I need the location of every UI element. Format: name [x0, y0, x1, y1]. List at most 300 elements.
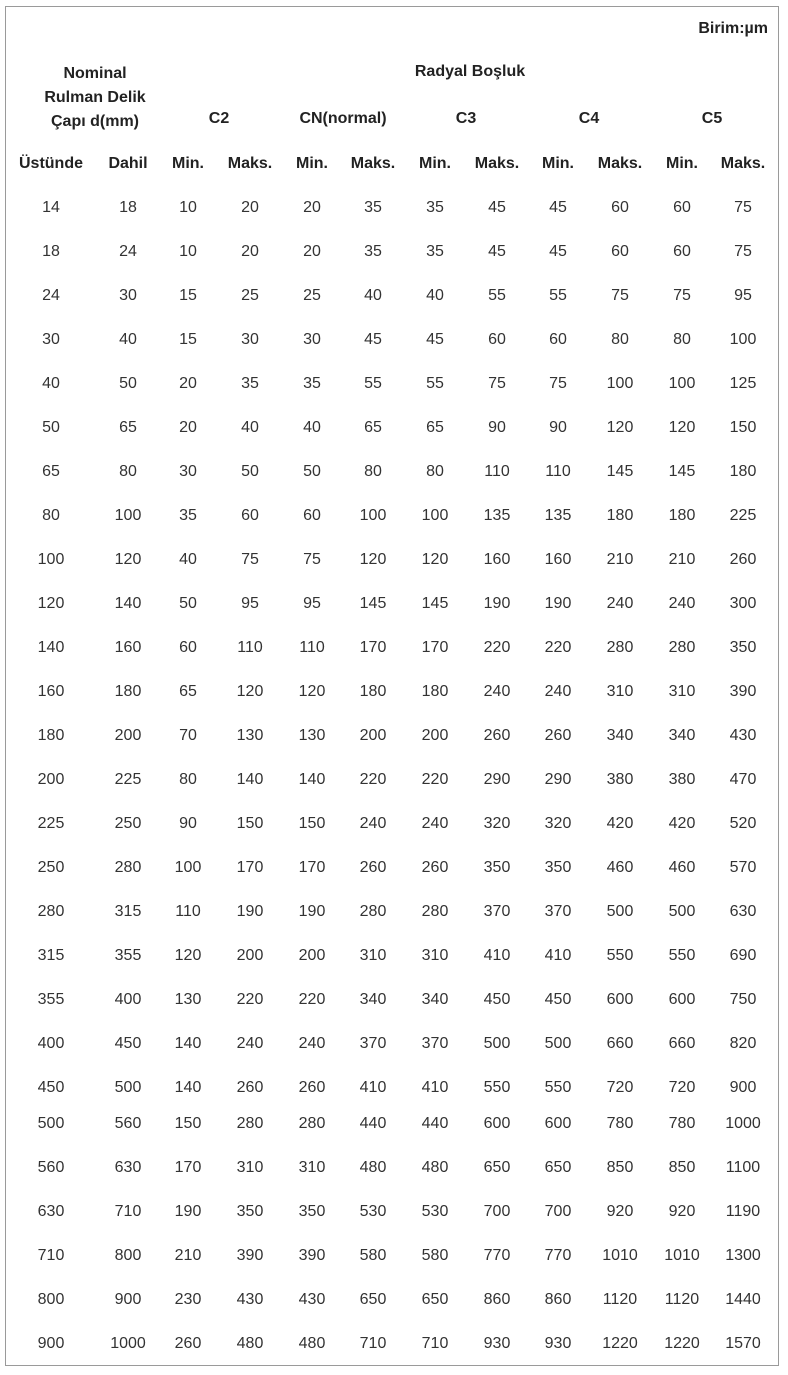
- table-cell: 430: [729, 727, 757, 744]
- column-header-10: Min.: [666, 155, 698, 172]
- table-cell: 660: [606, 1035, 634, 1052]
- column-header-11: Maks.: [720, 155, 766, 172]
- table-cell: 280: [37, 903, 65, 920]
- table-cell: 220: [421, 771, 449, 788]
- table-cell: 410: [544, 947, 572, 964]
- table-cell: 65: [42, 463, 60, 480]
- table-cell: 780: [668, 1115, 696, 1132]
- table-cell: 600: [606, 991, 634, 1008]
- table-cell: 120: [668, 419, 696, 436]
- table-cell: 560: [37, 1159, 65, 1176]
- table-cell: 370: [359, 1035, 387, 1052]
- table-cell: 630: [729, 903, 757, 920]
- table-cell: 80: [611, 331, 629, 348]
- table-cell: 650: [421, 1291, 449, 1308]
- table-cell: 480: [236, 1335, 264, 1352]
- table-cell: 280: [668, 639, 696, 656]
- table-cell: 200: [421, 727, 449, 744]
- table-cell: 170: [359, 639, 387, 656]
- table-cell: 355: [37, 991, 65, 1008]
- table-cell: 35: [303, 375, 321, 392]
- table-cell: 390: [729, 683, 757, 700]
- column-header-6: Min.: [419, 155, 451, 172]
- table-cell: 65: [119, 419, 137, 436]
- table-cell: 180: [114, 683, 142, 700]
- table-cell: 780: [606, 1115, 634, 1132]
- table-cell: 60: [241, 507, 259, 524]
- table-cell: 75: [303, 551, 321, 568]
- table-cell: 170: [236, 859, 264, 876]
- table-cell: 1000: [110, 1335, 146, 1352]
- table-cell: 280: [606, 639, 634, 656]
- table-cell: 860: [544, 1291, 572, 1308]
- table-cell: 900: [729, 1079, 757, 1096]
- table-cell: 35: [426, 243, 444, 260]
- table-cell: 100: [668, 375, 696, 392]
- table-cell: 710: [421, 1335, 449, 1352]
- table-cell: 500: [114, 1079, 142, 1096]
- table-cell: 40: [364, 287, 382, 304]
- table-cell: 225: [114, 771, 142, 788]
- table-cell: 310: [298, 1159, 326, 1176]
- table-cell: 420: [668, 815, 696, 832]
- unit-label: Birim:µm: [698, 20, 768, 37]
- table-cell: 20: [303, 199, 321, 216]
- table-cell: 225: [37, 815, 65, 832]
- table-cell: 55: [364, 375, 382, 392]
- table-cell: 75: [734, 199, 752, 216]
- table-cell: 250: [37, 859, 65, 876]
- table-cell: 100: [421, 507, 449, 524]
- table-cell: 110: [175, 903, 201, 920]
- table-cell: 130: [298, 727, 326, 744]
- group-header-c2: C2: [208, 110, 230, 127]
- table-cell: 550: [544, 1079, 572, 1096]
- table-cell: 40: [303, 419, 321, 436]
- table-cell: 170: [421, 639, 449, 656]
- table-cell: 660: [668, 1035, 696, 1052]
- table-cell: 10: [179, 199, 197, 216]
- table-cell: 260: [544, 727, 572, 744]
- table-cell: 260: [174, 1335, 202, 1352]
- table-cell: 430: [236, 1291, 264, 1308]
- table-cell: 310: [668, 683, 696, 700]
- table-cell: 75: [549, 375, 567, 392]
- table-cell: 450: [114, 1035, 142, 1052]
- table-cell: 160: [544, 551, 572, 568]
- table-cell: 315: [37, 947, 65, 964]
- table-cell: 60: [611, 243, 629, 260]
- table-cell: 400: [114, 991, 142, 1008]
- table-cell: 120: [114, 551, 142, 568]
- table-cell: 930: [544, 1335, 572, 1352]
- table-cell: 65: [364, 419, 382, 436]
- table-cell: 75: [673, 287, 691, 304]
- table-cell: 25: [241, 287, 259, 304]
- table-cell: 770: [483, 1247, 511, 1264]
- table-cell: 45: [549, 243, 567, 260]
- table-cell: 230: [174, 1291, 202, 1308]
- table-cell: 18: [119, 199, 137, 216]
- table-cell: 240: [359, 815, 387, 832]
- table-cell: 55: [488, 287, 506, 304]
- table-cell: 340: [421, 991, 449, 1008]
- table-cell: 90: [549, 419, 567, 436]
- table-cell: 370: [544, 903, 572, 920]
- table-cell: 24: [42, 287, 60, 304]
- table-cell: 120: [606, 419, 634, 436]
- table-cell: 130: [174, 991, 202, 1008]
- table-cell: 220: [483, 639, 511, 656]
- table-cell: 110: [484, 463, 510, 480]
- table-cell: 200: [359, 727, 387, 744]
- table-cell: 315: [114, 903, 142, 920]
- table-cell: 100: [174, 859, 202, 876]
- group-header-c5: C5: [701, 110, 723, 127]
- table-cell: 24: [119, 243, 137, 260]
- table-cell: 150: [236, 815, 264, 832]
- table-cell: 145: [359, 595, 387, 612]
- nominal-header-line-2: Rulman Delik: [44, 89, 146, 106]
- table-cell: 800: [37, 1291, 65, 1308]
- table-cell: 930: [483, 1335, 511, 1352]
- table-cell: 50: [42, 419, 60, 436]
- table-cell: 100: [359, 507, 387, 524]
- table-cell: 1220: [602, 1335, 638, 1352]
- table-cell: 120: [37, 595, 65, 612]
- table-cell: 40: [241, 419, 259, 436]
- table-cell: 80: [673, 331, 691, 348]
- table-cell: 200: [298, 947, 326, 964]
- table-cell: 160: [114, 639, 142, 656]
- table-cell: 180: [359, 683, 387, 700]
- table-cell: 600: [544, 1115, 572, 1132]
- table-cell: 130: [236, 727, 264, 744]
- table-cell: 320: [483, 815, 511, 832]
- table-cell: 180: [668, 507, 696, 524]
- table-cell: 630: [114, 1159, 142, 1176]
- table-cell: 530: [359, 1203, 387, 1220]
- table-cell: 200: [37, 771, 65, 788]
- table-cell: 40: [179, 551, 197, 568]
- table-cell: 145: [421, 595, 449, 612]
- table-cell: 20: [303, 243, 321, 260]
- table-cell: 90: [179, 815, 197, 832]
- table-cell: 750: [729, 991, 757, 1008]
- table-cell: 350: [729, 639, 757, 656]
- table-cell: 100: [114, 507, 142, 524]
- table-cell: 300: [729, 595, 757, 612]
- table-cell: 520: [729, 815, 757, 832]
- table-cell: 850: [606, 1159, 634, 1176]
- table-cell: 60: [673, 243, 691, 260]
- table-cell: 860: [483, 1291, 511, 1308]
- table-cell: 45: [364, 331, 382, 348]
- table-cell: 120: [421, 551, 449, 568]
- table-cell: 690: [729, 947, 757, 964]
- table-cell: 320: [544, 815, 572, 832]
- table-cell: 220: [544, 639, 572, 656]
- table-cell: 580: [359, 1247, 387, 1264]
- table-cell: 850: [668, 1159, 696, 1176]
- table-cell: 210: [606, 551, 634, 568]
- table-cell: 710: [37, 1247, 65, 1264]
- table-cell: 190: [544, 595, 572, 612]
- table-cell: 420: [606, 815, 634, 832]
- table-cell: 240: [606, 595, 634, 612]
- table-cell: 500: [544, 1035, 572, 1052]
- table-cell: 210: [668, 551, 696, 568]
- table-cell: 410: [421, 1079, 449, 1096]
- table-cell: 160: [37, 683, 65, 700]
- table-cell: 340: [606, 727, 634, 744]
- table-cell: 140: [174, 1035, 202, 1052]
- table-cell: 100: [729, 331, 757, 348]
- table-cell: 50: [119, 375, 137, 392]
- table-cell: 140: [114, 595, 142, 612]
- table-cell: 190: [298, 903, 326, 920]
- table-cell: 920: [606, 1203, 634, 1220]
- table-cell: 350: [298, 1203, 326, 1220]
- table-cell: 70: [179, 727, 197, 744]
- table-cell: 450: [483, 991, 511, 1008]
- table-cell: 200: [114, 727, 142, 744]
- table-cell: 190: [483, 595, 511, 612]
- column-header-2: Min.: [172, 155, 204, 172]
- table-cell: 95: [241, 595, 259, 612]
- table-cell: 20: [179, 419, 197, 436]
- table-cell: 145: [606, 463, 634, 480]
- table-cell: 80: [364, 463, 382, 480]
- table-cell: 140: [236, 771, 264, 788]
- table-cell: 190: [174, 1203, 202, 1220]
- table-cell: 120: [236, 683, 264, 700]
- table-cell: 410: [359, 1079, 387, 1096]
- table-cell: 600: [483, 1115, 511, 1132]
- table-cell: 710: [359, 1335, 387, 1352]
- table-cell: 560: [114, 1115, 142, 1132]
- table-cell: 60: [611, 199, 629, 216]
- table-cell: 135: [544, 507, 572, 524]
- table-cell: 280: [421, 903, 449, 920]
- table-cell: 240: [483, 683, 511, 700]
- table-cell: 180: [729, 463, 757, 480]
- table-cell: 95: [303, 595, 321, 612]
- table-cell: 550: [606, 947, 634, 964]
- table-cell: 60: [549, 331, 567, 348]
- table-cell: 40: [426, 287, 444, 304]
- table-cell: 700: [544, 1203, 572, 1220]
- table-cell: 65: [179, 683, 197, 700]
- table-cell: 280: [114, 859, 142, 876]
- table-cell: 225: [729, 507, 757, 524]
- column-header-4: Min.: [296, 155, 328, 172]
- table-cell: 75: [488, 375, 506, 392]
- column-header-5: Maks.: [350, 155, 396, 172]
- table-cell: 500: [668, 903, 696, 920]
- table-cell: 530: [421, 1203, 449, 1220]
- table-cell: 60: [179, 639, 197, 656]
- table-cell: 75: [734, 243, 752, 260]
- table-cell: 220: [359, 771, 387, 788]
- group-header-c4: C4: [578, 110, 600, 127]
- table-cell: 460: [606, 859, 634, 876]
- table-cell: 45: [426, 331, 444, 348]
- table-cell: 260: [729, 551, 757, 568]
- column-header-1: Dahil: [108, 155, 148, 172]
- table-cell: 260: [298, 1079, 326, 1096]
- table-cell: 160: [483, 551, 511, 568]
- table-cell: 180: [421, 683, 449, 700]
- table-cell: 20: [241, 199, 259, 216]
- table-cell: 170: [174, 1159, 202, 1176]
- table-cell: 35: [179, 507, 197, 524]
- table-cell: 190: [236, 903, 264, 920]
- table-cell: 1120: [664, 1291, 700, 1308]
- table-cell: 240: [236, 1035, 264, 1052]
- table-cell: 30: [241, 331, 259, 348]
- column-header-3: Maks.: [227, 155, 273, 172]
- table-cell: 310: [236, 1159, 264, 1176]
- table-cell: 260: [483, 727, 511, 744]
- table-cell: 120: [298, 683, 326, 700]
- table-cell: 380: [606, 771, 634, 788]
- table-cell: 380: [668, 771, 696, 788]
- table-cell: 500: [37, 1115, 65, 1132]
- table-cell: 100: [37, 551, 65, 568]
- table-cell: 370: [421, 1035, 449, 1052]
- table-cell: 650: [483, 1159, 511, 1176]
- table-cell: 240: [668, 595, 696, 612]
- table-cell: 900: [37, 1335, 65, 1352]
- table-cell: 280: [359, 903, 387, 920]
- table-cell: 1010: [602, 1247, 638, 1264]
- table-cell: 500: [606, 903, 634, 920]
- table-cell: 55: [549, 287, 567, 304]
- table-cell: 340: [359, 991, 387, 1008]
- table-cell: 260: [236, 1079, 264, 1096]
- table-cell: 630: [37, 1203, 65, 1220]
- table-cell: 180: [606, 507, 634, 524]
- table-cell: 310: [606, 683, 634, 700]
- table-cell: 1570: [725, 1335, 761, 1352]
- table-cell: 900: [114, 1291, 142, 1308]
- group-header-cn-normal: CN(normal): [299, 110, 387, 127]
- table-cell: 1120: [602, 1291, 638, 1308]
- radial-clearance-header: Radyal Boşluk: [414, 63, 526, 80]
- table-cell: 40: [119, 331, 137, 348]
- table-cell: 45: [488, 199, 506, 216]
- table-cell: 50: [179, 595, 197, 612]
- table-cell: 1190: [725, 1203, 761, 1220]
- table-cell: 240: [298, 1035, 326, 1052]
- table-cell: 410: [483, 947, 511, 964]
- table-cell: 260: [359, 859, 387, 876]
- table-cell: 30: [179, 463, 197, 480]
- table-cell: 200: [236, 947, 264, 964]
- table-cell: 720: [606, 1079, 634, 1096]
- table-cell: 110: [299, 639, 325, 656]
- table-cell: 60: [673, 199, 691, 216]
- table-cell: 150: [298, 815, 326, 832]
- nominal-header-line-1: Nominal: [63, 65, 127, 82]
- table-cell: 135: [483, 507, 511, 524]
- table-cell: 80: [119, 463, 137, 480]
- table-cell: 430: [298, 1291, 326, 1308]
- table-cell: 20: [179, 375, 197, 392]
- table-cell: 440: [421, 1115, 449, 1132]
- column-header-8: Min.: [542, 155, 574, 172]
- table-cell: 310: [421, 947, 449, 964]
- table-cell: 350: [483, 859, 511, 876]
- table-cell: 650: [544, 1159, 572, 1176]
- table-cell: 80: [179, 771, 197, 788]
- table-cell: 55: [426, 375, 444, 392]
- table-cell: 500: [483, 1035, 511, 1052]
- table-cell: 350: [236, 1203, 264, 1220]
- table-cell: 600: [668, 991, 696, 1008]
- column-header-0: Üstünde: [19, 155, 83, 172]
- table-cell: 80: [42, 507, 60, 524]
- table-cell: 10: [179, 243, 197, 260]
- table-cell: 1440: [725, 1291, 761, 1308]
- table-cell: 250: [114, 815, 142, 832]
- table-cell: 110: [545, 463, 571, 480]
- table-cell: 450: [544, 991, 572, 1008]
- table-cell: 350: [544, 859, 572, 876]
- table-cell: 390: [236, 1247, 264, 1264]
- nominal-bore-header: [20, 62, 170, 134]
- table-cell: 220: [236, 991, 264, 1008]
- table-cell: 90: [488, 419, 506, 436]
- table-cell: 35: [426, 199, 444, 216]
- nominal-header-line-3: Çapı d(mm): [51, 113, 139, 130]
- table-cell: 1220: [664, 1335, 700, 1352]
- column-header-9: Maks.: [597, 155, 643, 172]
- table-cell: 1010: [664, 1247, 700, 1264]
- table-cell: 920: [668, 1203, 696, 1220]
- table-cell: 35: [364, 243, 382, 260]
- table-cell: 14: [42, 199, 60, 216]
- table-cell: 50: [303, 463, 321, 480]
- table-cell: 145: [668, 463, 696, 480]
- table-cell: 460: [668, 859, 696, 876]
- table-cell: 18: [42, 243, 60, 260]
- table-cell: 440: [359, 1115, 387, 1132]
- table-cell: 50: [241, 463, 259, 480]
- table-cell: 820: [729, 1035, 757, 1052]
- table-cell: 220: [298, 991, 326, 1008]
- table-cell: 1300: [725, 1247, 761, 1264]
- table-cell: 75: [241, 551, 259, 568]
- table-cell: 75: [611, 287, 629, 304]
- group-header-c3: C3: [455, 110, 477, 127]
- table-cell: 650: [359, 1291, 387, 1308]
- table-cell: 20: [241, 243, 259, 260]
- table-cell: 390: [298, 1247, 326, 1264]
- table-cell: 120: [359, 551, 387, 568]
- table-cell: 340: [668, 727, 696, 744]
- table-cell: 710: [114, 1203, 142, 1220]
- table-cell: 240: [544, 683, 572, 700]
- table-cell: 150: [729, 419, 757, 436]
- table-cell: 570: [729, 859, 757, 876]
- table-cell: 35: [364, 199, 382, 216]
- table-cell: 280: [236, 1115, 264, 1132]
- table-cell: 140: [37, 639, 65, 656]
- table-cell: 480: [359, 1159, 387, 1176]
- table-cell: 60: [488, 331, 506, 348]
